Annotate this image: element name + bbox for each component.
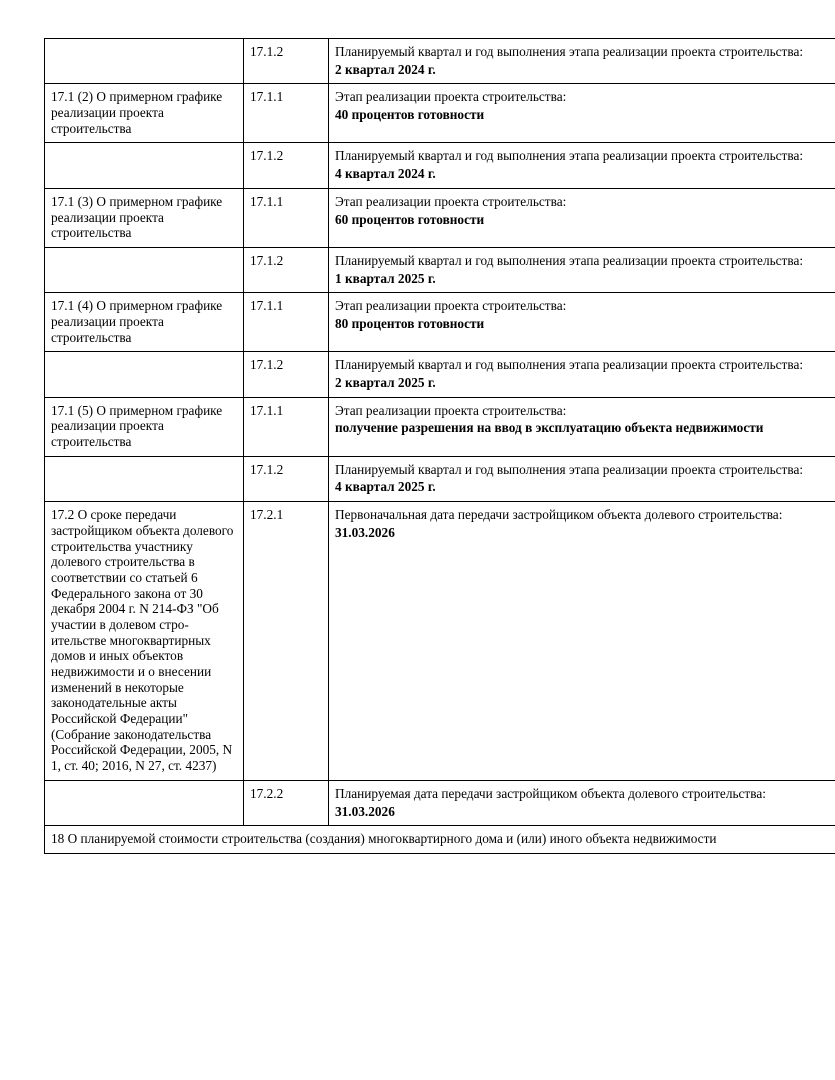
row-value-cell — [329, 352, 835, 397]
table-row — [45, 84, 835, 143]
row-code-cell: 17.1.1 — [244, 188, 329, 247]
row-code-cell: 17.1.1 — [244, 84, 329, 143]
value-text: 1 квартал 2025 г. — [335, 270, 436, 286]
row-code-cell: 17.2.1 — [244, 502, 329, 781]
row-value-cell — [329, 502, 835, 781]
value-label: Первоначальная дата передачи застройщиком объекта долевого строительства: — [335, 507, 783, 523]
table-row — [45, 456, 835, 501]
value-label: Этап реализации проекта строительства: — [335, 193, 567, 209]
value-text: 31.03.2026 — [335, 803, 395, 819]
table-row — [45, 247, 835, 292]
row-code-cell: 17.1.1 — [244, 293, 329, 352]
table-row — [45, 780, 835, 825]
table-row — [45, 143, 835, 188]
project-schedule-table — [44, 38, 835, 854]
table-row — [45, 293, 835, 352]
value-text: 2 квартал 2024 г. — [335, 61, 436, 77]
row-name-cell: 17.1 (4) О примерном графике реализации проекта строительства — [45, 293, 244, 352]
row-value-cell — [329, 84, 835, 143]
row-value-cell — [329, 247, 835, 292]
row-code-cell: 17.1.2 — [244, 143, 329, 188]
row-name-cell — [45, 456, 244, 501]
table-row — [45, 502, 835, 781]
value-label: Этап реализации проекта строительства: — [335, 298, 567, 314]
table-row — [45, 39, 835, 84]
value-text: 4 квартал 2024 г. — [335, 166, 436, 182]
row-name-cell: 17.1 (5) О примерном графике реализации проекта строительства — [45, 397, 244, 456]
row-value-cell — [329, 39, 835, 84]
row-name-cell — [45, 352, 244, 397]
table-row — [45, 188, 835, 247]
table-row — [45, 397, 835, 456]
table-section-row — [45, 826, 835, 854]
row-value-cell — [329, 293, 835, 352]
value-label: Планируемый квартал и год выполнения этапа реализации проекта строительства: — [335, 44, 804, 59]
row-code-cell: 17.1.2 — [244, 352, 329, 397]
value-label: Планируемая дата передачи застройщиком объекта долевого строительства: — [335, 785, 766, 801]
row-name-cell: 17.1 (3) О примерном графике реализации проекта строительства — [45, 188, 244, 247]
row-value-cell — [329, 143, 835, 188]
value-label: Этап реализации проекта строительства: — [335, 89, 567, 105]
row-value-cell — [329, 780, 835, 825]
row-code-cell: 17.1.2 — [244, 39, 329, 84]
row-name-cell: 17.2 О сроке передачи застройщиком объекта долевого строительства участнику долевого строительства в соответствии со статьей 6 Федерального закона от 30 декабря 2004 г. N 214-ФЗ "Об участии в долевом строительстве многоквартирных домов и иных объектов недвижимости и о внесении изменений в некоторые законодательные акты Российской Федерации" (Собрание законодательства Российской Федерации, 2005, N 1, ст. 40; 2016, N 27, ст. 4237) — [45, 502, 244, 781]
row-value-cell — [329, 456, 835, 501]
value-text: получение разрешения на ввод в эксплуатацию объекта недвижимости — [335, 420, 764, 436]
section-heading: 18 О планируемой стоимости строительства (создания) многоквартирного дома и (или) иного объекта недвижимости — [45, 826, 835, 854]
value-text: 80 процентов готовности — [335, 315, 485, 331]
value-label: Планируемый квартал и год выполнения этапа реализации проекта строительства: — [335, 357, 804, 373]
row-name-cell — [45, 143, 244, 188]
row-code-cell: 17.1.2 — [244, 247, 329, 292]
value-label: Этап реализации проекта строительства: — [335, 402, 567, 418]
row-code-cell: 17.1.1 — [244, 397, 329, 456]
value-label: Планируемый квартал и год выполнения этапа реализации проекта строительства: — [335, 252, 804, 268]
value-text: 40 процентов готовности — [335, 107, 485, 123]
row-code-cell: 17.1.2 — [244, 456, 329, 501]
value-text: 4 квартал 2025 г. — [335, 479, 436, 495]
table-body — [45, 39, 835, 854]
value-label: Планируемый квартал и год выполнения этапа реализации проекта строительства: — [335, 461, 804, 477]
value-text: 60 процентов готовности — [335, 211, 485, 227]
row-code-cell: 17.2.2 — [244, 780, 329, 825]
value-text: 31.03.2026 — [335, 524, 395, 540]
value-label: Планируемый квартал и год выполнения этапа реализации проекта строительства: — [335, 148, 804, 164]
value-text: 2 квартал 2025 г. — [335, 375, 436, 390]
row-name-cell: 17.1 (2) О примерном графике реализации проекта строительства — [45, 84, 244, 143]
row-name-cell — [45, 39, 244, 84]
table-row — [45, 352, 835, 397]
row-value-cell — [329, 188, 835, 247]
row-name-cell — [45, 780, 244, 825]
row-name-cell — [45, 247, 244, 292]
row-value-cell — [329, 397, 835, 456]
